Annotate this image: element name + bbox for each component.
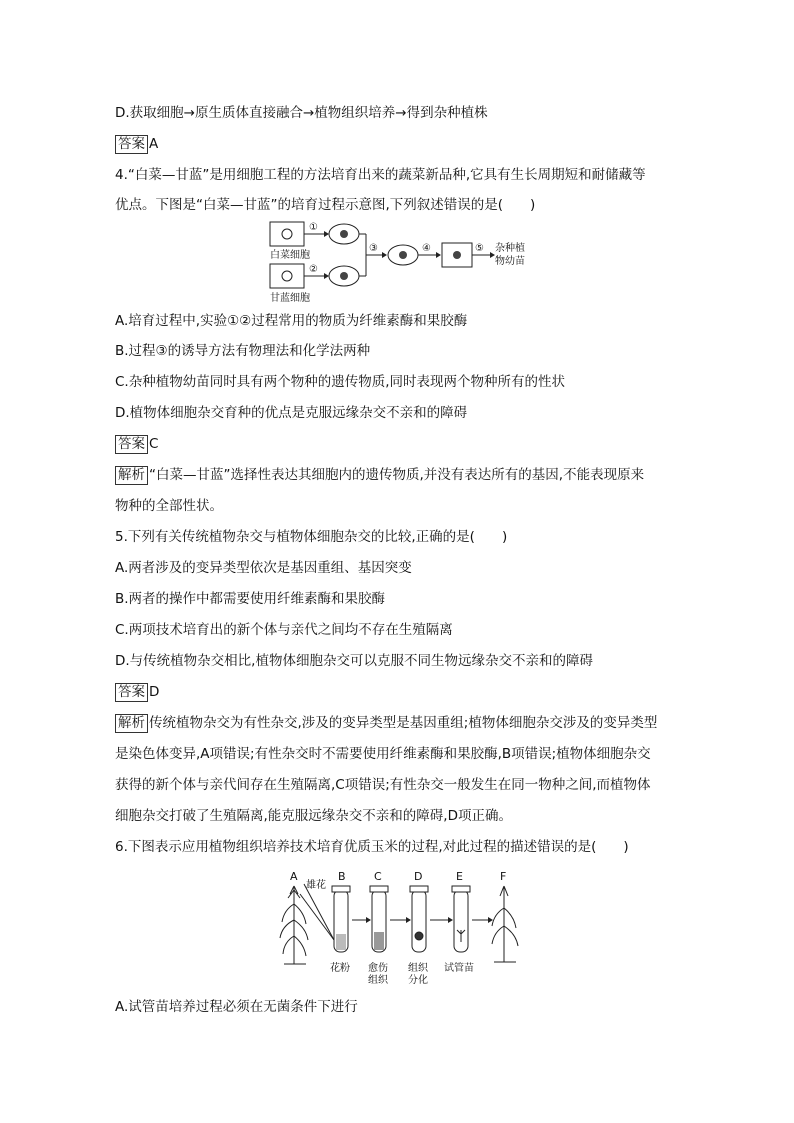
question-4-line1: 4.“白菜—甘蓝”是用细胞工程的方法培育出来的蔬菜新品种,它具有生长周期短和耐储藏等: [115, 167, 646, 183]
label-c: C: [374, 870, 382, 883]
label-f: F: [500, 870, 507, 883]
analysis-tag: 解析: [115, 466, 148, 485]
step-2-label: ②: [309, 264, 318, 275]
label-d: D: [414, 870, 423, 883]
differentiation-label-1: 组织: [408, 963, 428, 974]
step-3-label: ③: [369, 243, 378, 254]
question-5: 5.下列有关传统植物杂交与植物体细胞杂交的比较,正确的是( ): [115, 529, 508, 545]
cabbage-cell-label: 白菜细胞: [270, 250, 310, 261]
option-5d: D.与传统植物杂交相比,植物体细胞杂交可以克服不同生物远缘杂交不亲和的障碍: [115, 653, 593, 669]
analysis-4-line1: [115, 465, 644, 485]
seedling-label: 试管苗: [444, 963, 474, 974]
answer-tag: 答案: [115, 683, 148, 702]
label-b: B: [338, 870, 346, 883]
question-4-line2: 优点。下图是“白菜—甘蓝”的培育过程示意图,下列叙述错误的是( ): [115, 197, 536, 213]
option-4d: D.植物体细胞杂交育种的优点是克服远缘杂交不亲和的障碍: [115, 405, 468, 421]
kale-cell-label: 甘蓝细胞: [270, 293, 310, 304]
option-5c: C.两项技术培育出的新个体与亲代之间均不存在生殖隔离: [115, 622, 453, 638]
callus-label-2: 组织: [368, 975, 388, 986]
result-label-2: 物幼苗: [495, 256, 525, 267]
step-4-label: ④: [422, 243, 431, 254]
maize-plant-icon: [280, 886, 308, 964]
test-tube-e: [452, 886, 470, 952]
test-tube-d: [410, 886, 428, 952]
figure-cell-fusion: [268, 218, 528, 308]
pollen-label: 花粉: [330, 963, 350, 974]
option-6a: A.试管苗培养过程必须在无菌条件下进行: [115, 999, 358, 1015]
option-4a: A.培育过程中,实验①②过程常用的物质为纤维素酶和果胶酶: [115, 313, 468, 329]
analysis-text: 传统植物杂交为有性杂交,涉及的变异类型是基因重组;植物体细胞杂交涉及的变异类型: [149, 715, 658, 731]
option-4c: C.杂种植物幼苗同时具有两个物种的遗传物质,同时表现两个物种所有的性状: [115, 374, 566, 390]
analysis-text: “白菜—甘蓝”选择性表达其细胞内的遗传物质,并没有表达所有的基因,不能表现原来: [149, 467, 645, 483]
analysis-5-line2: 是染色体变异,A项错误;有性杂交时不需要使用纤维素酶和果胶酶,B项错误;植物体细胞杂交: [115, 746, 651, 762]
test-tube-c: [370, 886, 388, 952]
test-tube-b: [332, 886, 350, 952]
analysis-5-line3: 获得的新个体与亲代间存在生殖隔离,C项错误;有性杂交一般发生在同一物种之间,而植物体: [115, 777, 651, 793]
option-5b: B.两者的操作中都需要使用纤维素酶和果胶酶: [115, 591, 386, 607]
answer-value: A: [149, 136, 159, 152]
seedling-plant-icon: [492, 886, 518, 962]
answer-value: D: [149, 684, 160, 700]
step-1-label: ①: [309, 222, 318, 233]
analysis-5-line1: [115, 713, 657, 733]
callus-label-1: 愈伤: [368, 963, 388, 974]
analysis-tag: 解析: [115, 714, 148, 733]
differentiation-label-2: 分化: [408, 975, 428, 986]
option-5a: A.两者涉及的变异类型依次是基因重组、基因突变: [115, 560, 412, 576]
answer-tag: 答案: [115, 135, 148, 154]
question-6: 6.下图表示应用植物组织培养技术培育优质玉米的过程,对此过程的描述错误的是( ): [115, 839, 629, 855]
cell-icon: [282, 229, 292, 239]
step-5-label: ⑤: [475, 243, 484, 254]
answer-row-3: [115, 134, 158, 154]
analysis-4-line2: 物种的全部性状。: [115, 498, 223, 514]
answer-value: C: [149, 436, 159, 452]
answer-row-4: [115, 434, 158, 454]
answer-tag: 答案: [115, 435, 148, 454]
analysis-5-line4: 细胞杂交打破了生殖隔离,能克服远缘杂交不亲和的障碍,D项正确。: [115, 808, 512, 824]
label-a: A: [290, 870, 298, 883]
option-4b: B.过程③的诱导方法有物理法和化学法两种: [115, 343, 371, 359]
stamen-label: 雄花: [306, 880, 326, 891]
figure-maize-culture: [278, 868, 528, 986]
option-3d: D.获取细胞→原生质体直接融合→植物组织培养→得到杂种植株: [115, 105, 488, 121]
answer-row-5: [115, 682, 159, 702]
label-e: E: [456, 870, 463, 883]
result-label-1: 杂种植: [495, 243, 525, 254]
